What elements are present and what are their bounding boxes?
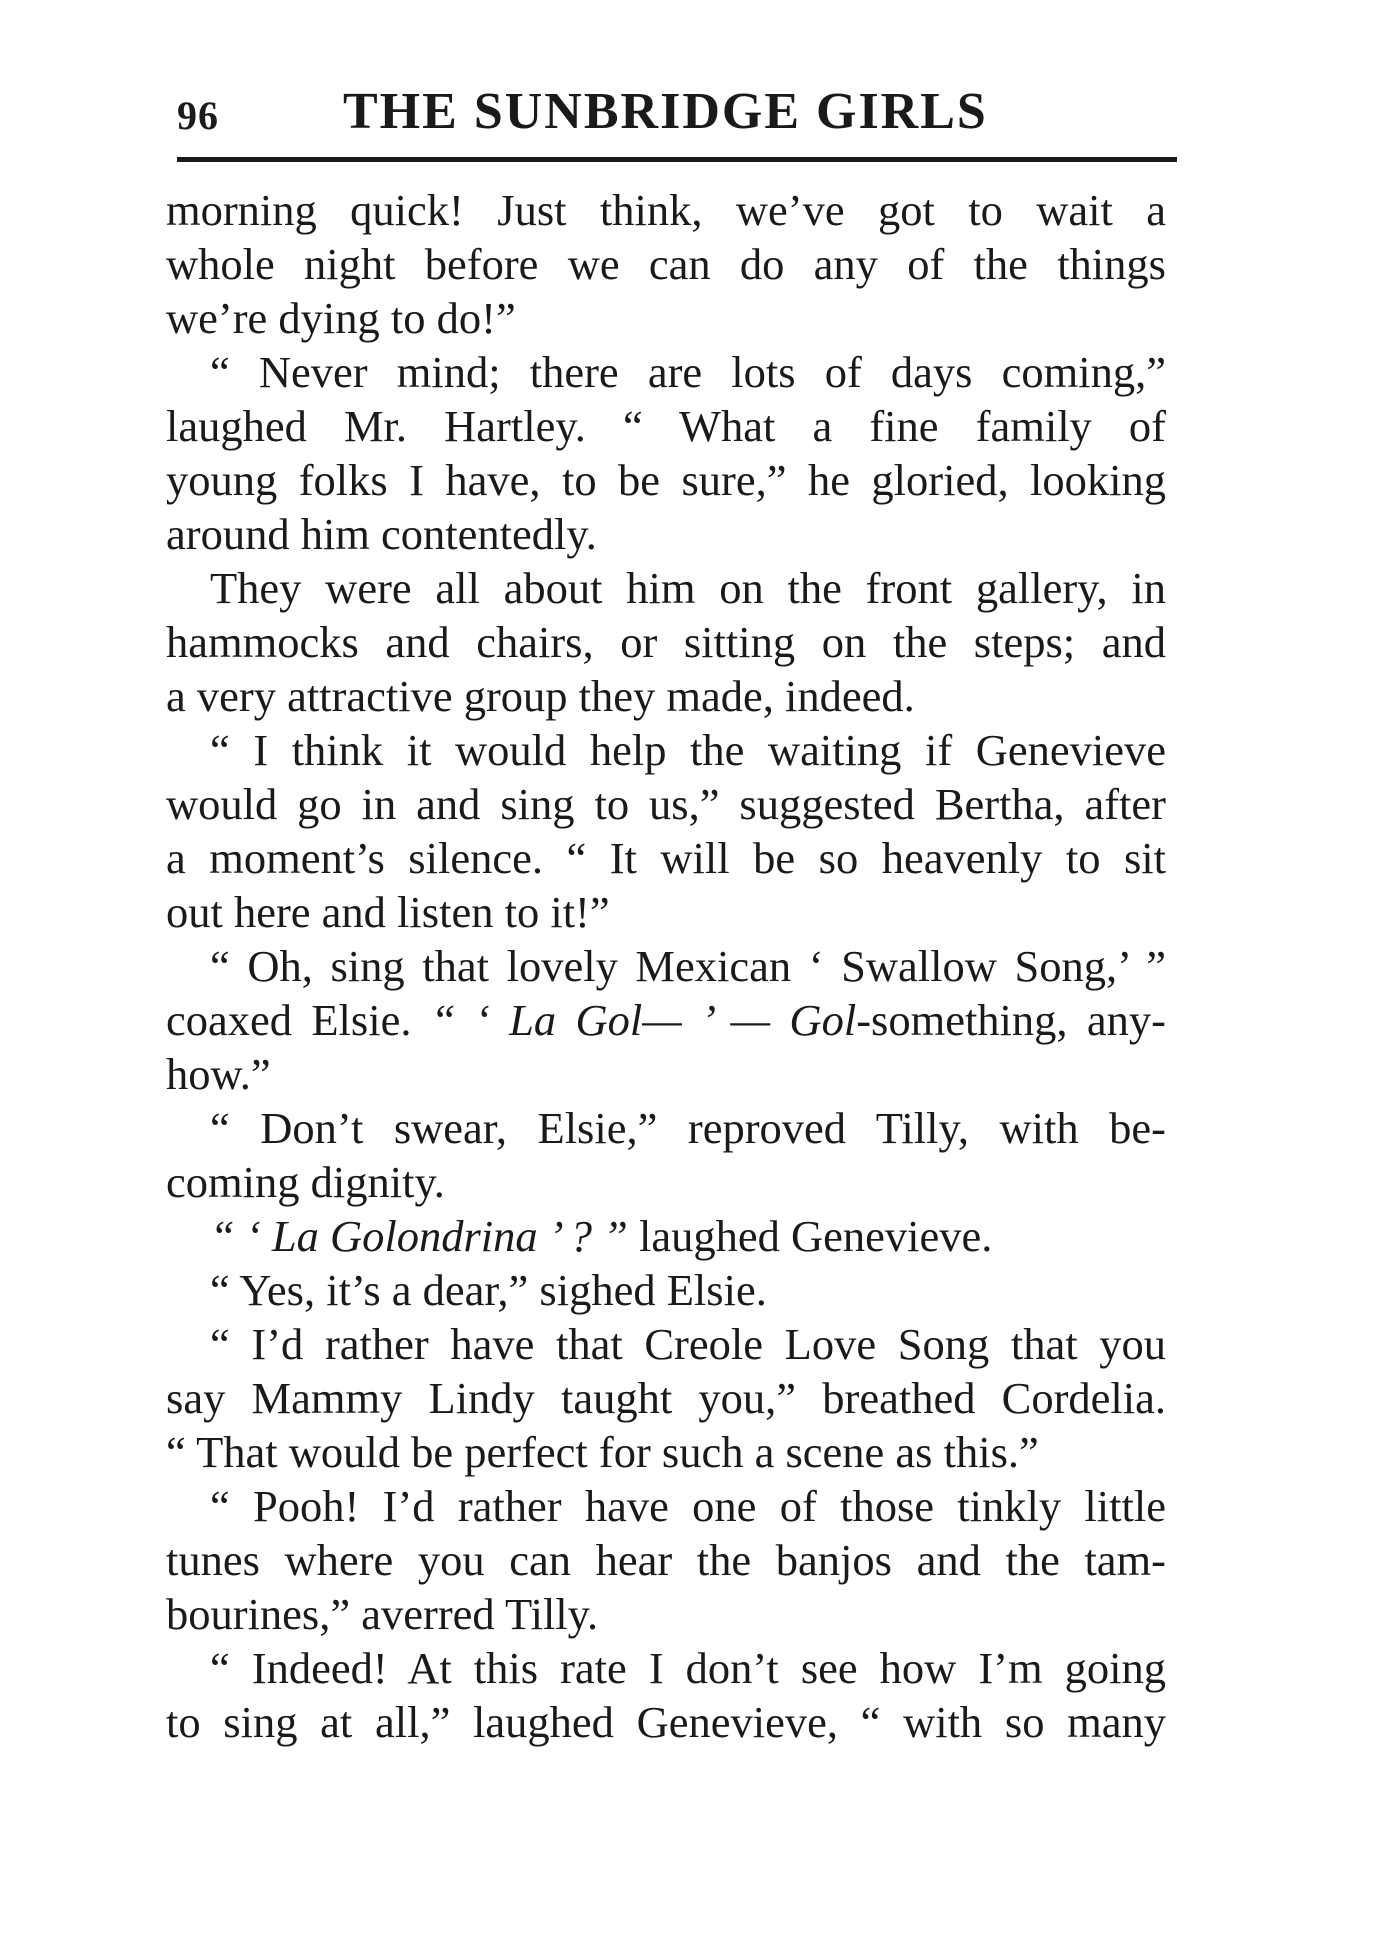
italic-text-span: “ ‘ La Golondrina ’ ? ”: [210, 1211, 628, 1261]
text-line: [166, 1209, 1166, 1263]
text-line: They were all about him on the front gallery, in: [210, 563, 1166, 613]
text-line: to sing at all,” laughed Genevieve, “ with so many: [166, 1697, 1166, 1747]
text-line: morning quick! Just think, we’ve got to wait a: [166, 185, 1166, 235]
running-head: [177, 82, 1177, 152]
text-line: we’re dying to do!”: [166, 293, 516, 343]
text-line: “ That would be perfect for such a scene as this.”: [166, 1427, 1039, 1477]
text-line: around him contentedly.: [166, 509, 597, 559]
text-line: “ Oh, sing that lovely Mexican ‘ Swallow Song,’ ”: [210, 941, 1166, 991]
text-line: hammocks and chairs, or sitting on the steps; and: [166, 617, 1166, 667]
text-line: whole night before we can do any of the things: [166, 239, 1166, 289]
text-line: tunes where you can hear the banjos and the tam-: [166, 1535, 1166, 1585]
text-line: “ Don’t swear, Elsie,” reproved Tilly, with be-: [210, 1103, 1166, 1153]
text-span: coaxed Elsie.: [166, 995, 431, 1045]
running-title: THE SUNBRIDGE GIRLS: [343, 83, 988, 140]
text-line: out here and listen to it!”: [166, 887, 610, 937]
text-line: [166, 993, 1166, 1047]
text-line: bourines,” averred Tilly.: [166, 1589, 599, 1639]
text-line: would go in and sing to us,” suggested Bertha, after: [166, 779, 1166, 829]
text-line: “ I think it would help the waiting if Genevieve: [210, 725, 1166, 775]
text-span: -something, any-: [856, 995, 1166, 1045]
page-number: 96: [177, 93, 219, 138]
body-text: [166, 183, 1166, 1749]
text-line: young folks I have, to be sure,” he gloried, looking: [166, 455, 1166, 505]
header-rule: [177, 157, 1177, 162]
text-line: “ Indeed! At this rate I don’t see how I’m going: [210, 1643, 1166, 1693]
text-line: “ Yes, it’s a dear,” sighed Elsie.: [210, 1265, 767, 1315]
text-line: a very attractive group they made, indeed.: [166, 671, 915, 721]
text-line: “ Pooh! I’d rather have one of those tinkly little: [210, 1481, 1166, 1531]
text-line: say Mammy Lindy taught you,” breathed Cordelia.: [166, 1373, 1166, 1423]
text-line: a moment’s silence. “ It will be so heavenly to sit: [166, 833, 1166, 883]
text-line: “ I’d rather have that Creole Love Song that you: [210, 1319, 1166, 1369]
text-line: laughed Mr. Hartley. “ What a fine family of: [166, 401, 1166, 451]
text-line: how.”: [166, 1049, 271, 1099]
italic-text-span: “ ‘ La Gol— ’ — Gol: [430, 995, 857, 1045]
text-line: “ Never mind; there are lots of days coming,”: [210, 347, 1166, 397]
text-span: laughed Genevieve.: [627, 1211, 993, 1261]
text-line: coming dignity.: [166, 1157, 445, 1207]
